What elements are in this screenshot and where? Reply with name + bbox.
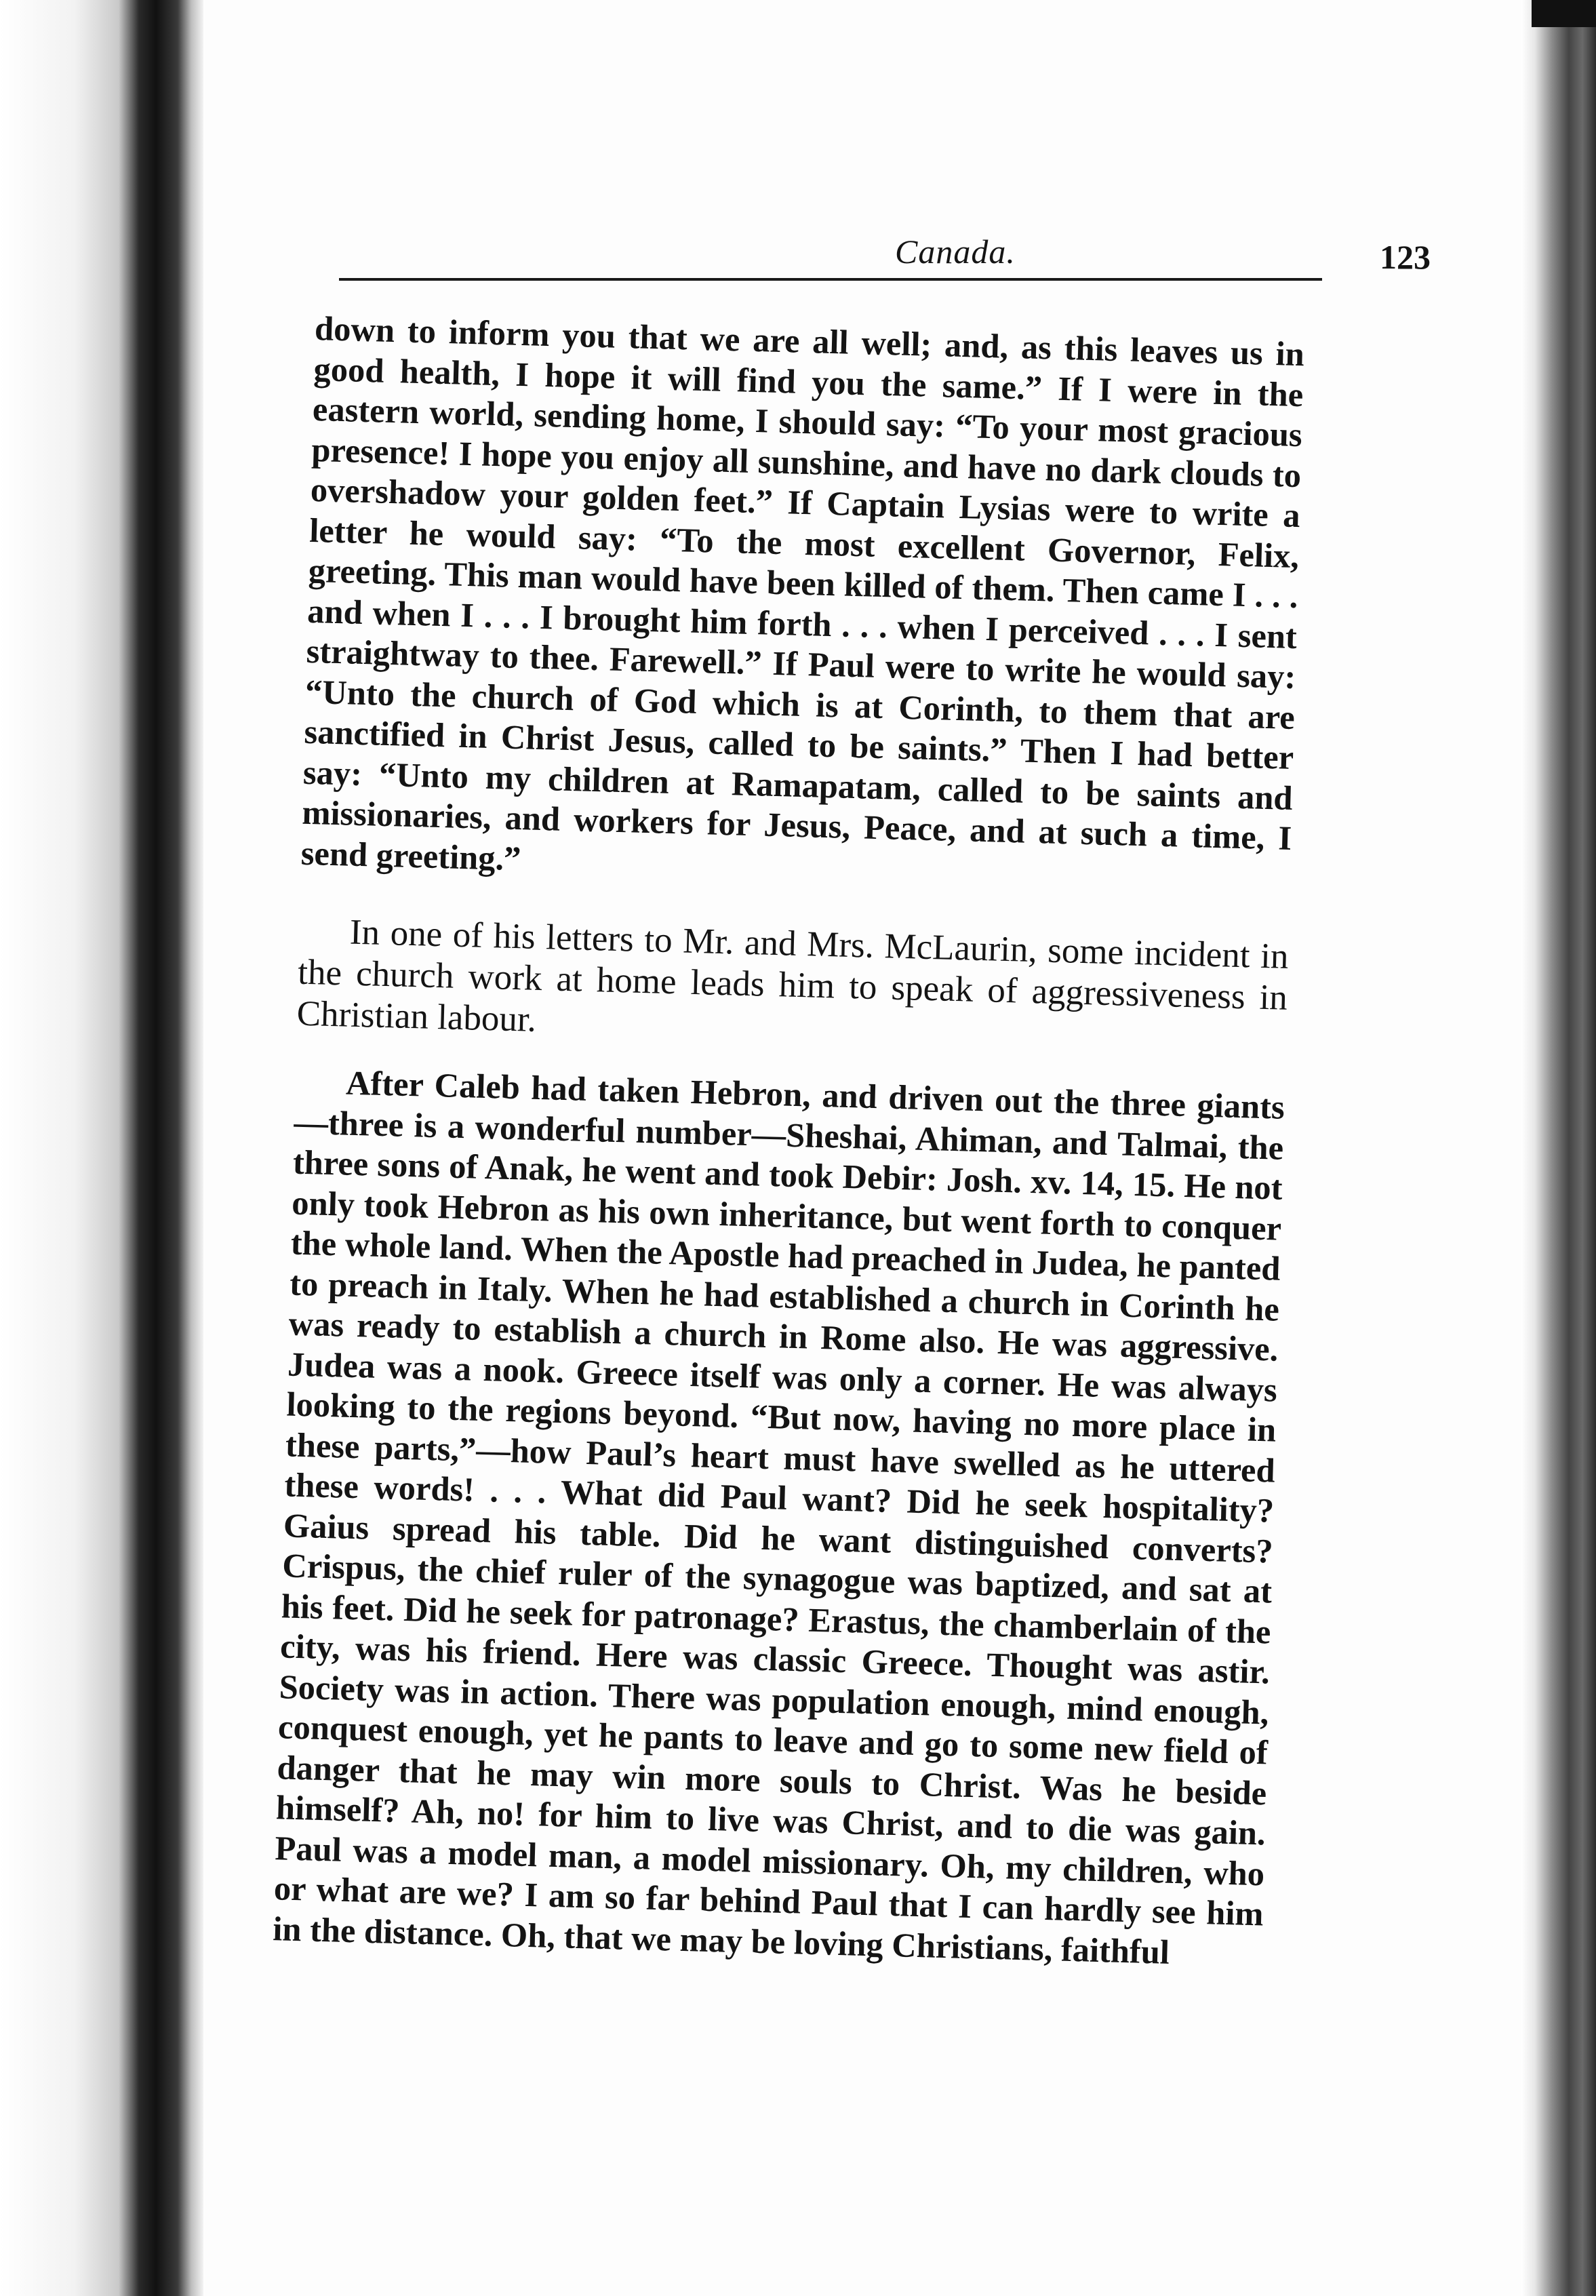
page-content — [203, 0, 1521, 2296]
page-number: 123 — [1380, 238, 1431, 276]
paragraph-letter-quote: After Caleb had taken Hebron, and driven out the three giants—three is a wonderful number—Sheshai, Ahiman, and Talmai, the three sons of Anak, he went and took Debir: Josh. xv. 14, 15. He not only took Hebron as his own inheritance, but went forth to conquer the whole land. When the Apostle had preached in Judea, he panted to preach in Italy. When he had established a church in Corinth he was ready to establish a church in Rome also. He was aggressive. Judea was a nook. Greece itself was only a corner. He was always looking to the regions beyond. “But now, having no more place in these parts,”—how Paul’s heart must have swelled as he uttered these words! . . . What did Paul want? Did he seek hospitality? Gaius spread his table. Did he want distinguished converts? Crispus, the chief ruler of the synagogue was baptized, and sat at his feet. Did he seek for patronage? Erastus, the chamberlain of the city, was his friend. Here was classic Greece. Thought was astir. Society was in action. There was population enough, mind enough, conquest enough, yet he pants to leave and go to some new field of danger that he may win more souls to Christ. Was he beside himself? Ah, no! for him to live was Christ, and to die was gain. Paul was a model man, a model missionary. Oh, my children, who or what are we? I am so far behind Paul that I can hardly see him in the distance. Oh, that we may be loving Christians, faithful — [272, 1063, 1285, 1971]
paragraph-narrative: In one of his letters to Mr. and Mrs. McLaurin, some incident in the church work at home leads him to speak of aggressiveness in Christian labour. — [296, 912, 1290, 1040]
body-text — [273, 309, 1305, 1975]
scan-corner — [1532, 0, 1596, 27]
book-spine-shadow — [0, 0, 203, 2296]
running-title: Canada. — [895, 233, 1016, 271]
paragraph-letter-continuation: down to inform you that we are all well; and, as this leaves us in good health, I hope it will find you the same.” If I were in the eastern world, sending home, I should say: “To your most gracious presence! I hope you enjoy all sunshine, and have no dark clouds to overshadow your golden feet.” If Captain Lysias were to write a letter he would say: “To the most excellent Governor, Felix, greeting. This man would have been killed of them. Then came I . . . and when I . . . I brought him forth . . . when I perceived . . . I sent straightway to thee. Farewell.” If Paul were to write he would say: “Unto the church of God which is at Corinth, to them that are sanctified in Christ Jesus, called to be saints.” Then I had better say: “Unto my children at Ramapatam, called to be saints and missionaries, and workers for Jesus, Peace, and at such a time, I send greeting.” — [300, 309, 1305, 877]
header-rule — [339, 278, 1322, 281]
page-header — [339, 224, 1532, 285]
page-edge-shadow — [1521, 0, 1596, 2296]
